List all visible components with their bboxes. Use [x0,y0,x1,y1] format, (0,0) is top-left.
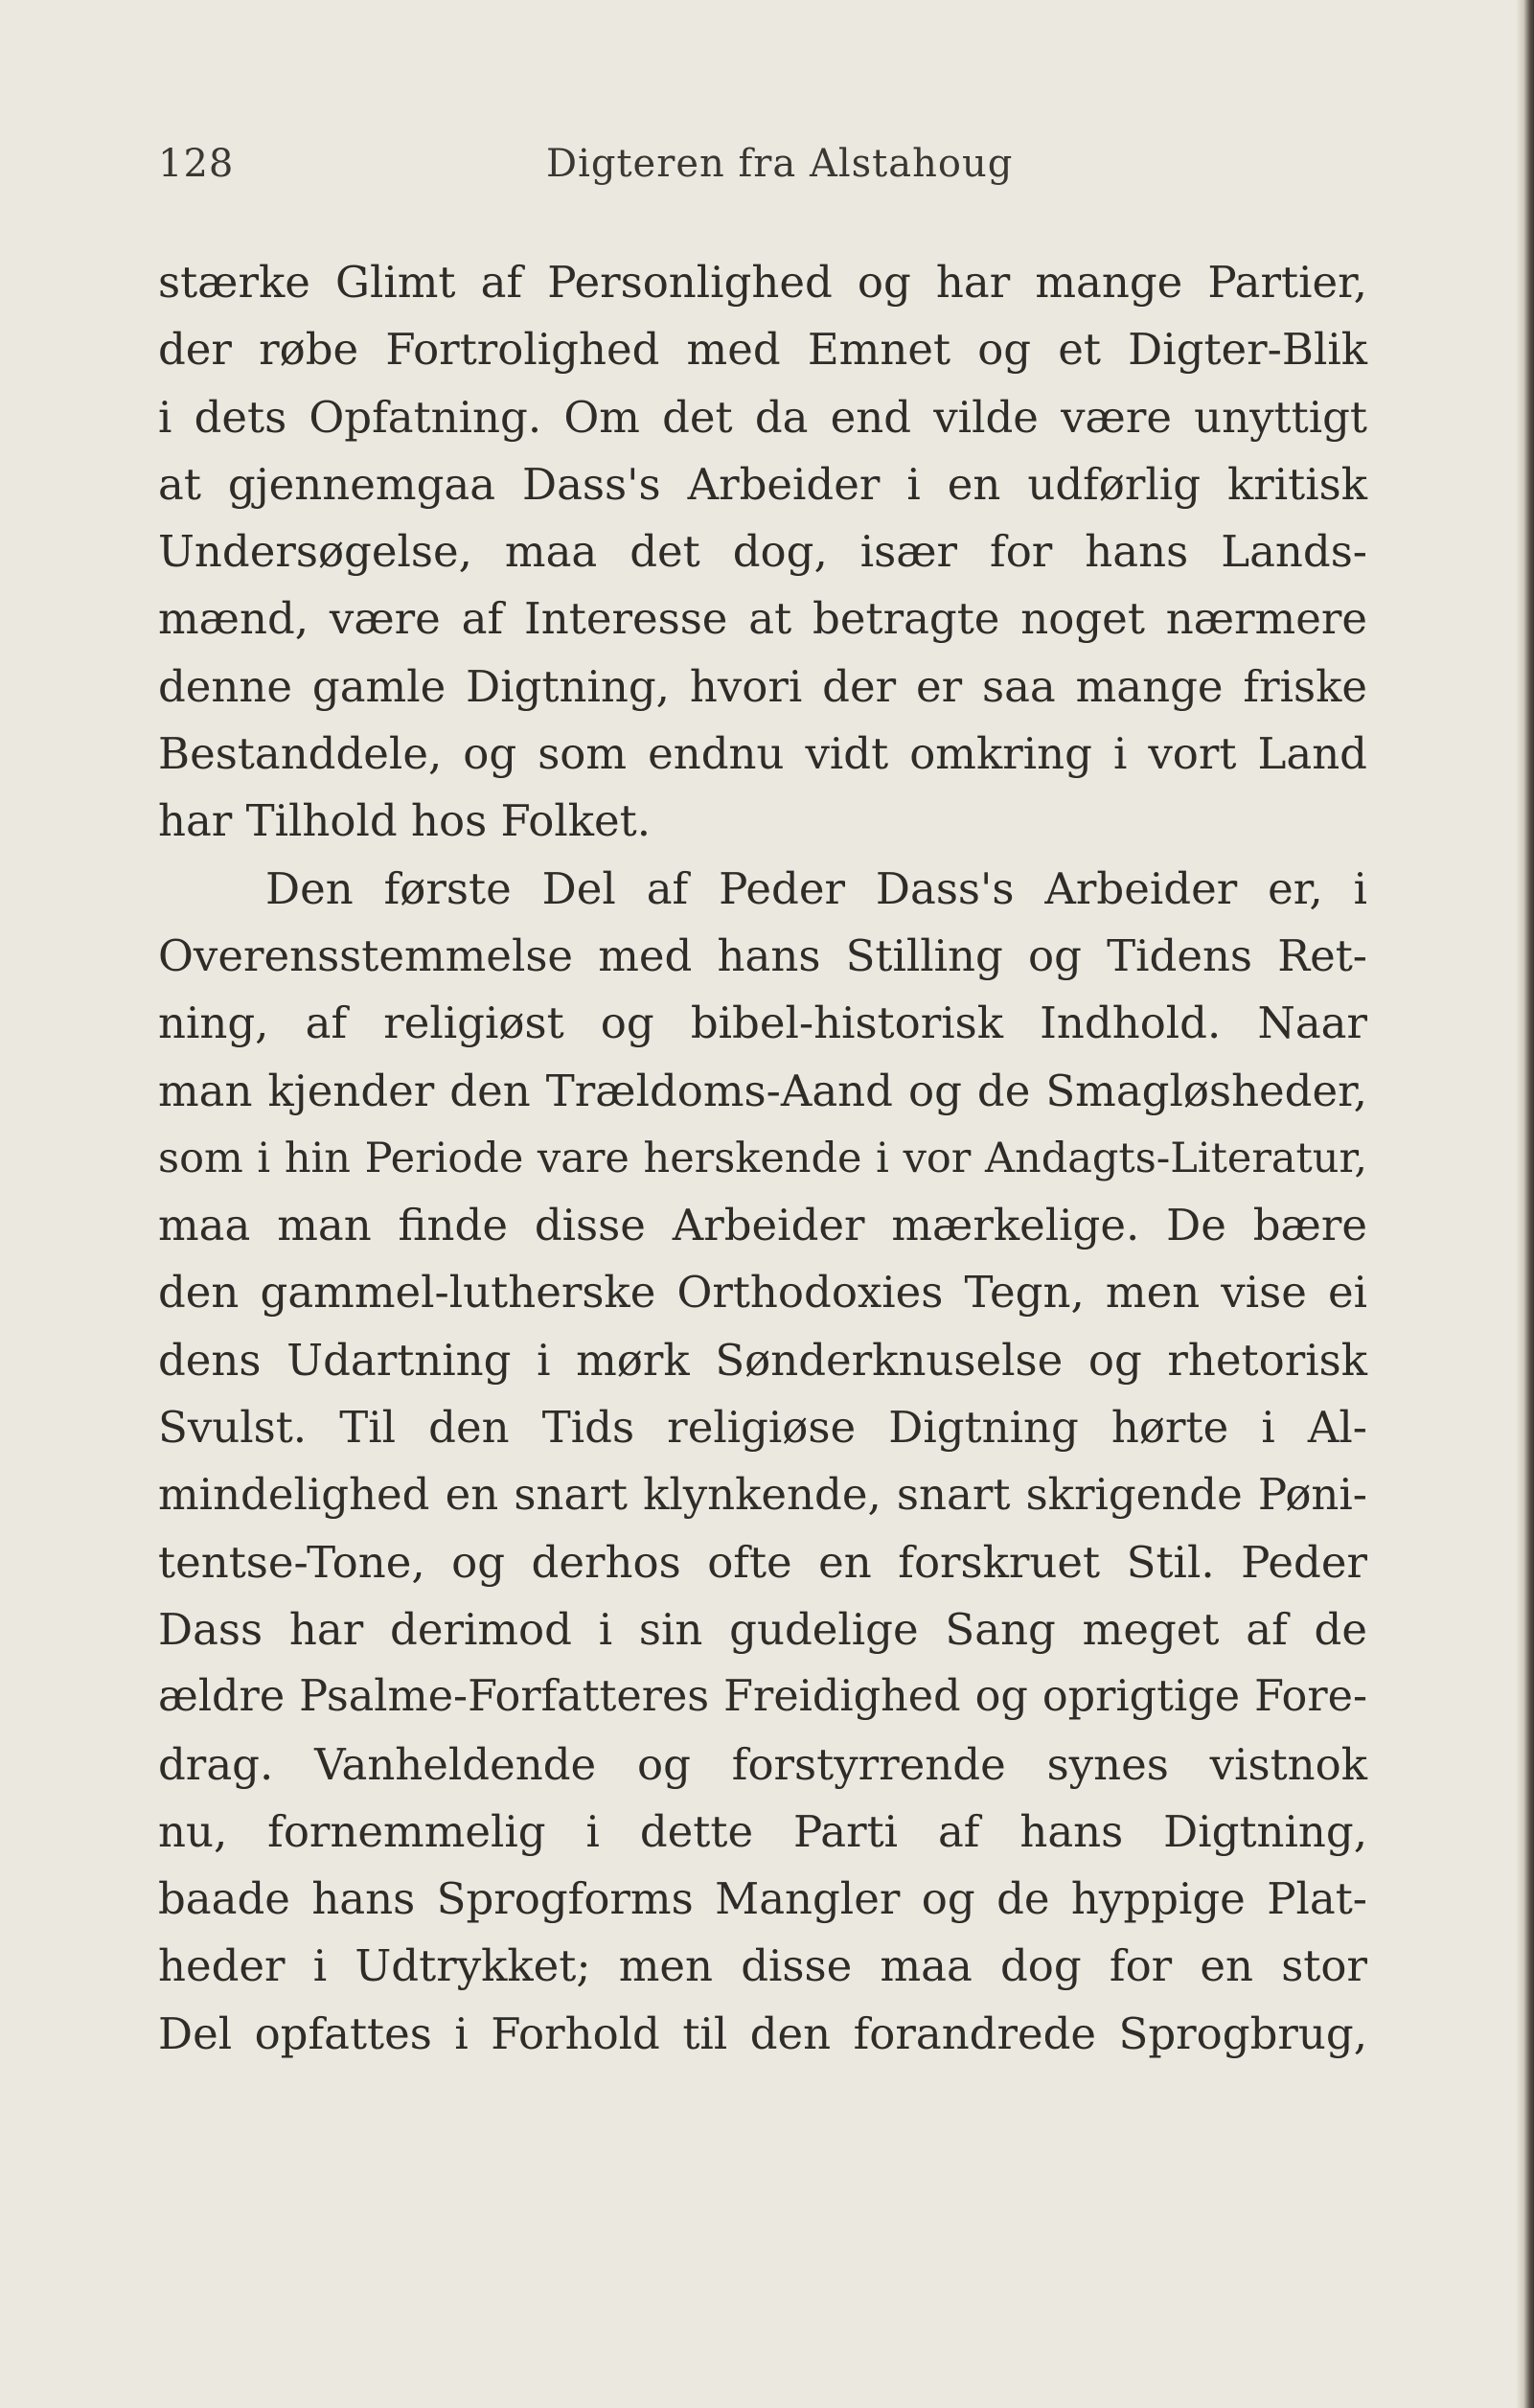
text-line: Undersøgelse, maa det dog, især for hans Lands- [158,526,1367,578]
page-header [158,142,1375,190]
text-line: nu, fornemmelig i dette Parti af hans Digtning, [158,1805,1367,1857]
text-line: stærke Glimt af Personlighed og har mange Partier, [158,257,1367,308]
text-line: den gammel-lutherske Orthodoxies Tegn, men vise ei [158,1267,1367,1319]
text-line: maa man finde disse Arbeider mærkelige. De bære [158,1200,1367,1251]
text-line: Dass har derimod i sin gudelige Sang meget af de [158,1603,1367,1655]
text-line: baade hans Sprogforms Mangler og de hyppige Plat- [158,1873,1367,1925]
text-line: heder i Udtrykket; men disse maa dog for en stor [158,1940,1367,1992]
text-line: Bestanddele, og som endnu vidt omkring i vort Land [158,728,1367,780]
text-line: mindelighed en snart klynkende, snart skrigende Pøni- [158,1469,1367,1521]
text-line: ning, af religiøst og bibel-historisk Indhold. Naar [158,998,1367,1049]
text-line: tentse-Tone, og derhos ofte en forskruet Stil. Peder [158,1536,1367,1588]
text-line: har Tilhold hos Folket. [158,795,652,847]
text-line: i dets Opfatning. Om det da end vilde være unyttigt [158,391,1367,443]
page-number: 128 [158,142,235,186]
text-line: der røbe Fortrolighed med Emnet og et Digter-Blik [158,324,1367,376]
text-line: man kjender den Trældoms-Aand og de Smagløsheder, [158,1065,1367,1116]
page-edge-shadow [1517,0,1534,2408]
text-line: at gjennemgaa Dass's Arbeider i en udførlig kritisk [158,458,1367,510]
text-line: ældre Psalme-Forfatteres Freidighed og oprigtige Fore- [158,1672,1367,1722]
paragraph-1 [158,249,1367,856]
text-line: Overensstemmelse med hans Stilling og Tidens Ret- [158,929,1367,981]
text-line: denne gamle Digtning, hvori der er saa mange friske [158,660,1367,712]
text-line: Svulst. Til den Tids religiøse Digtning hørte i Al- [158,1402,1367,1454]
text-line: drag. Vanheldende og forstyrrende synes vistnok [158,1738,1367,1790]
text-line: Del opfattes i Forhold til den forandrede Sprogbrug, [158,2007,1367,2059]
body-text [158,249,1367,2068]
text-line: som i hin Periode vare herskende i vor Andagts-Literatur, [158,1134,1367,1182]
paragraph-2 [158,856,1367,2068]
text-line: mænd, være af Interesse at betragte noget nærmere [158,593,1367,645]
running-title: Digteren fra Alstahoug [546,142,1014,186]
text-line: dens Udartning i mørk Sønderknuselse og rhetorisk [158,1334,1367,1386]
text-line: Den første Del af Peder Dass's Arbeider er, i [265,862,1367,914]
